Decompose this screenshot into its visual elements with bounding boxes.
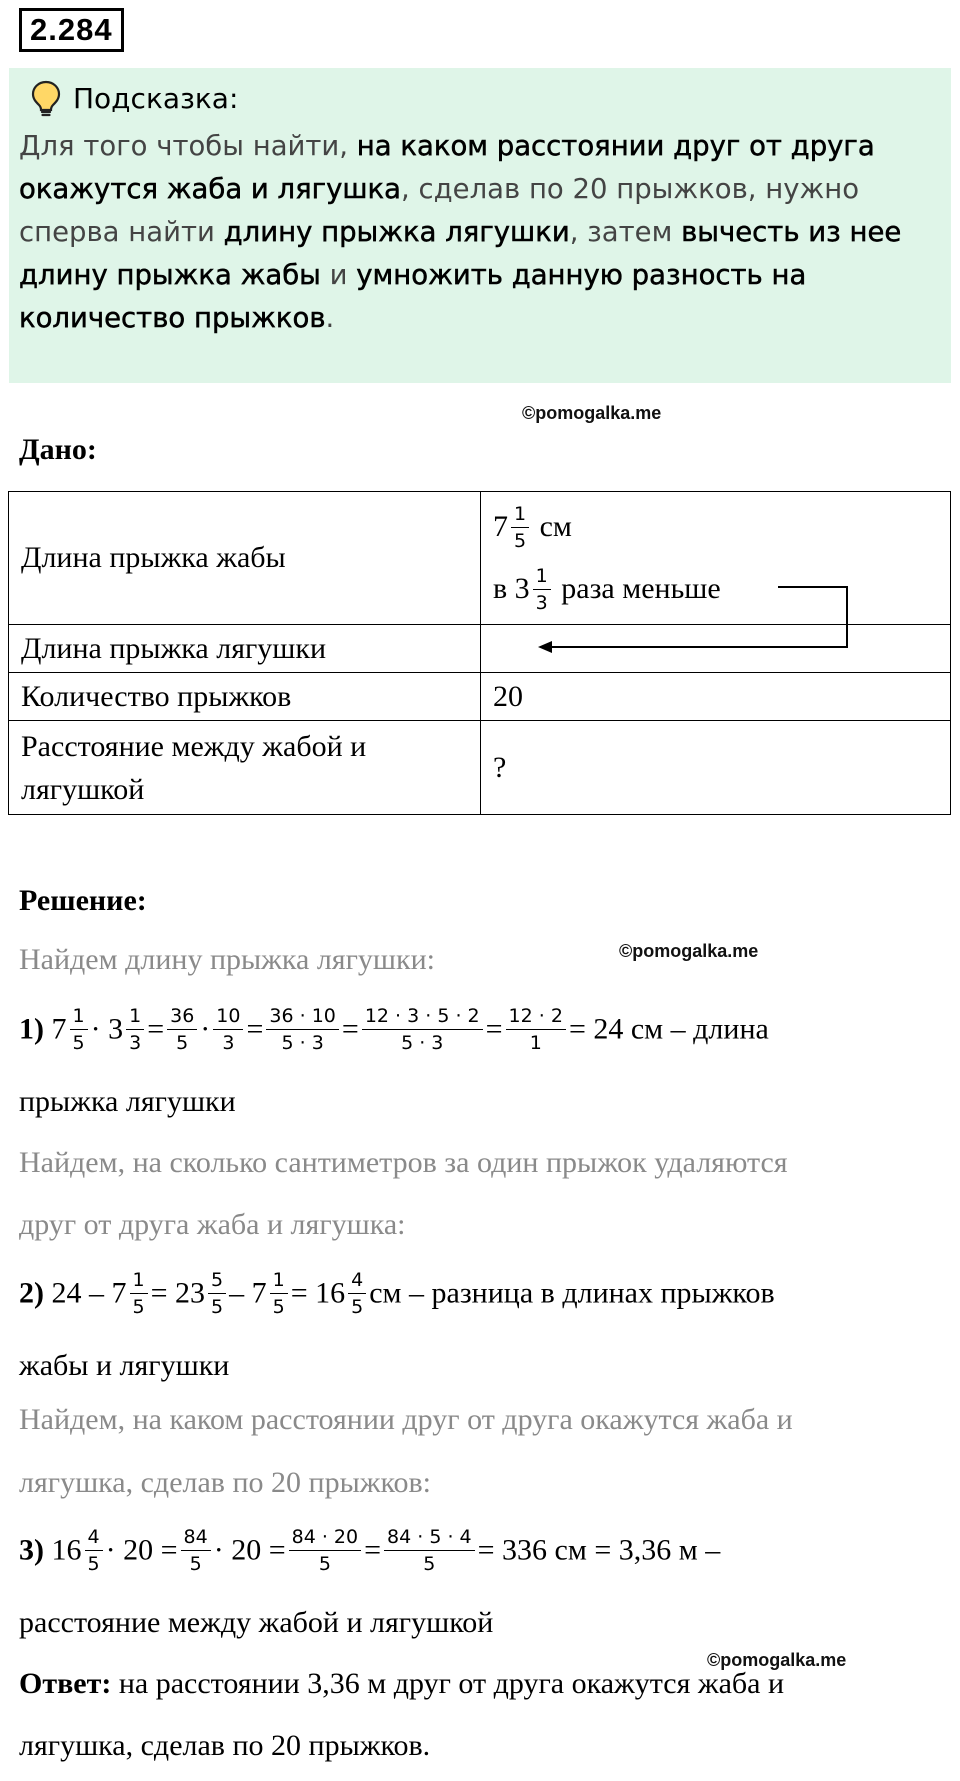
relation-arrow <box>0 0 960 700</box>
step1-equation: 1) 7 $\frac{1}{5}$ · 3 $\frac{1}{3}$ = $\frac{36}{5}$ · $\frac{10}{3}$ = $\frac{36 \cdot 10}{5 \cdot 3}$ = $\frac{12 \cdot 3 \cdot 5 \cdot 2}{5 \cdot 3}$ = $\frac{12 \cdot 2}{1}$ = 24 см – длина <box>19 1005 769 1054</box>
task-number: 2.284 <box>19 8 124 52</box>
step1-intro: Найдем длину прыжка лягушки: <box>19 943 435 976</box>
frog-jump-label: Длина прыжка лягушки <box>9 625 481 673</box>
step3-intro: лягушка, сделав по 20 прыжков: <box>19 1466 432 1499</box>
step1-continuation: прыжка лягушки <box>19 1085 236 1118</box>
toad-jump-value: 7 $\frac{1}{5}$ см в 3 $\frac{1}{3}$ раза меньше <box>481 492 951 625</box>
given-heading: Дано: <box>19 433 97 466</box>
hint-emphasis: длину прыжка лягушки <box>223 216 570 248</box>
distance-label: Расстояние между жабой и лягушкой <box>9 721 481 815</box>
jumps-count-label: Количество прыжков <box>9 673 481 721</box>
answer-label: Ответ: <box>19 1667 112 1700</box>
fraction: $\frac{1}{3}$ <box>533 565 551 614</box>
jumps-count-value: 20 <box>481 673 951 721</box>
hint-title-text: Подсказка: <box>73 82 239 115</box>
table-row <box>9 721 951 815</box>
watermark: ©pomogalka.me <box>619 941 759 961</box>
toad-jump-label: Длина прыжка жабы <box>9 492 481 625</box>
step2-continuation: жабы и лягушки <box>19 1349 230 1382</box>
step3-continuation: расстояние между жабой и лягушкой <box>19 1606 494 1639</box>
step2-intro: Найдем, на сколько сантиметров за один прыжок удаляются <box>19 1146 788 1179</box>
watermark: ©pomogalka.me <box>707 1650 847 1670</box>
answer: Ответ: на расстоянии 3,36 м друг от друга окажутся жаба и <box>19 1667 785 1700</box>
hint-text: Для того чтобы найти, на каком расстоянии друг от друга окажутся жаба и лягушка, сделав по 20 прыжков, нужно сперва найти длину прыжка лягушки, затем вычесть из нее длину прыжка жабы и умножить данную разность на количество прыжков. <box>19 130 902 334</box>
hint-emphasis: умножить данную разность на количество прыжков <box>19 259 807 334</box>
solution-heading: Решение: <box>19 884 147 917</box>
step3-equation: 3) 16 $\frac{4}{5}$ · 20 = $\frac{84}{5}$ · 20 = $\frac{84 \cdot 20}{5}$ = $\frac{84 \cdot 5 \cdot 4}{5}$ = 336 см = 3,36 м – <box>19 1526 721 1575</box>
fraction: $\frac{1}{5}$ <box>511 503 529 552</box>
step3-intro: Найдем, на каком расстоянии друг от друга окажутся жаба и <box>19 1403 793 1436</box>
watermark: ©pomogalka.me <box>522 403 662 423</box>
step2-intro: друг от друга жаба и лягушка: <box>19 1208 406 1241</box>
hint-emphasis: вычесть из нее длину прыжка жабы <box>19 216 902 291</box>
step2-equation: 2) 24 – 7 $\frac{1}{5}$ = 23 $\frac{5}{5}$ – 7 $\frac{1}{5}$ = 16 $\frac{4}{5}$ см – разница в длинах прыжков <box>19 1269 775 1318</box>
answer-continuation: лягушка, сделав по 20 прыжков. <box>19 1729 431 1762</box>
hint-emphasis: на каком расстоянии друг от друга окажутся жаба и лягушка <box>19 130 875 205</box>
distance-value: ? <box>481 721 951 815</box>
